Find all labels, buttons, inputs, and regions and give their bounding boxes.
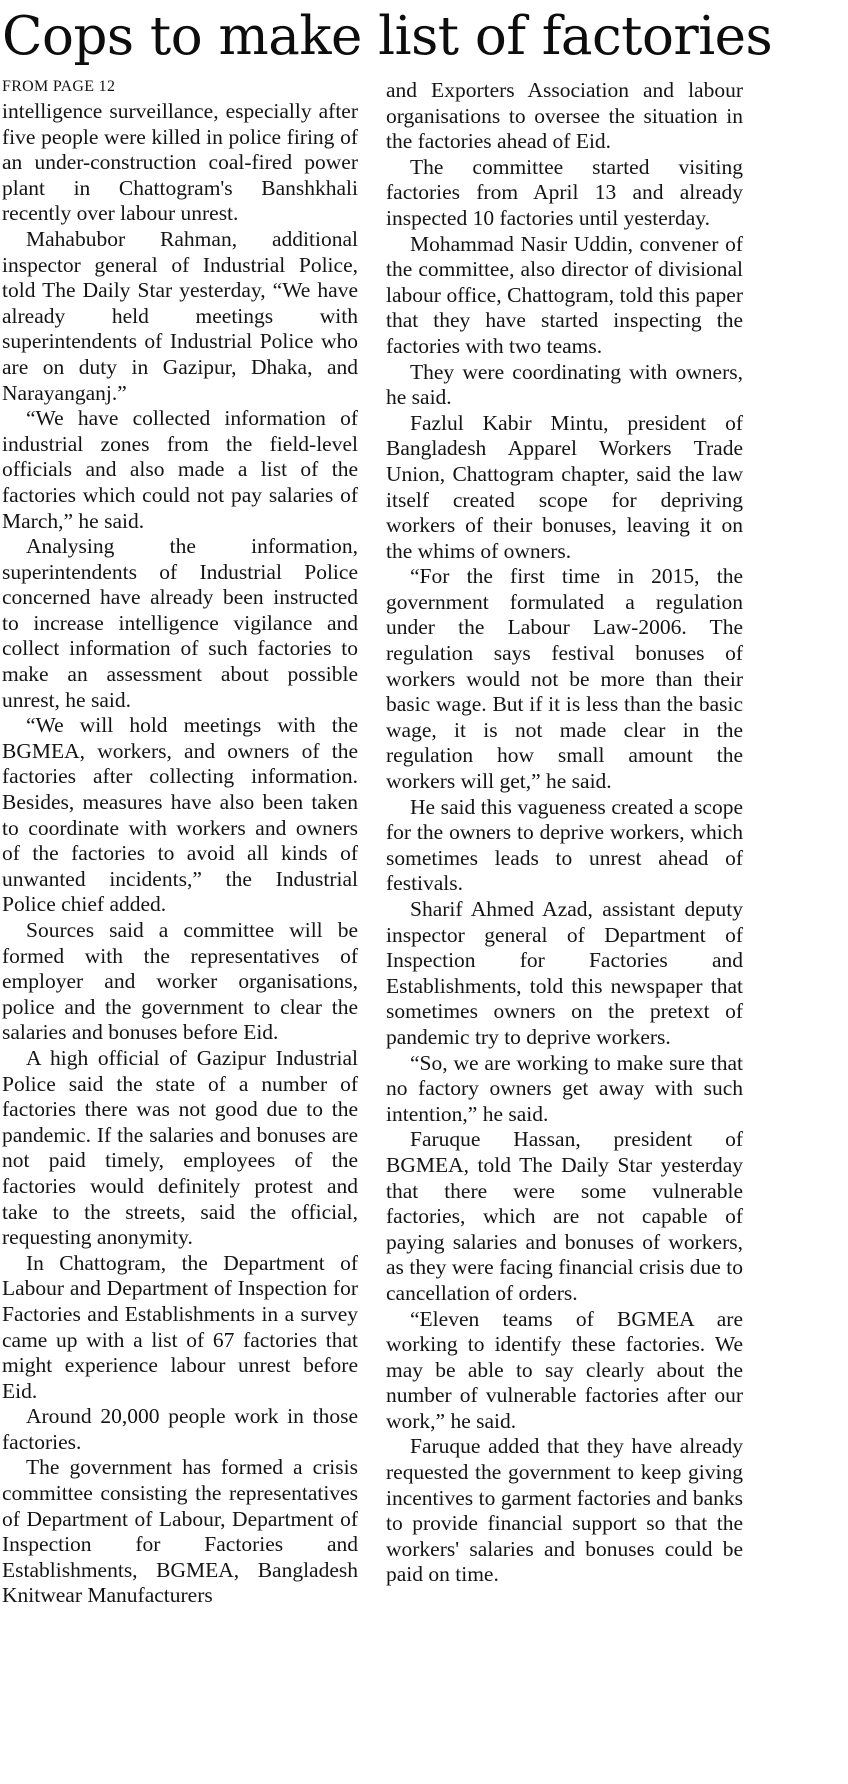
- paragraph: A high official of Gazipur Industrial Police said the state of a number of factories there was not good due to the pandemic. If the salaries and bonuses are not paid timely, employees of the factories would definitely protest and take to the streets, said the official, requesting anonymity.: [2, 1045, 358, 1250]
- paragraph: Fazlul Kabir Mintu, president of Bangladesh Apparel Workers Trade Union, Chattogram chapter, said the law itself created scope for depriving workers of their bonuses, leaving it on the whims of owners.: [386, 410, 743, 563]
- paragraph: Sources said a committee will be formed with the representatives of employer and worker organisations, police and the government to clear the salaries and bonuses before Eid.: [2, 918, 358, 1045]
- paragraph: Mohammad Nasir Uddin, convener of the committee, also director of divisional labour office, Chattogram, told this paper that they have started inspecting the factories with two teams.: [386, 231, 743, 358]
- paragraph: Analysing the information, superintendents of Industrial Police concerned have already been instructed to increase intelligence vigilance and collect information of such factories to make an assessment about possible unrest, he said.: [2, 534, 358, 712]
- paragraph: The government has formed a crisis committee consisting the representatives of Department of Labour, Department of Inspection for Factories and Establishments, BGMEA, Bangladesh Knitwear Manufacturers: [2, 1455, 358, 1608]
- paragraph: “For the first time in 2015, the government formulated a regulation under the Labour Law-2006. The regulation says festival bonuses of workers would not be more than their basic wage. But if it is less than the basic wage, it is not made clear in the regulation how small amount the workers will get,” he said.: [386, 564, 743, 794]
- paragraph: The committee started visiting factories from April 13 and already inspected 10 factories until yesterday.: [386, 154, 743, 230]
- paragraph: Faruque added that they have already requested the government to keep giving incentives to garment factories and banks to provide financial support so that the workers' salaries and bonuses could be paid on time.: [386, 1434, 743, 1587]
- paragraph: Mahabubor Rahman, additional inspector general of Industrial Police, told The Daily Star yesterday, “We have already held meetings with superintendents of Industrial Police who are on duty in Gazipur, Dhaka, and Narayanganj.”: [2, 226, 358, 405]
- paragraph: Around 20,000 people work in those factories.: [2, 1404, 358, 1454]
- paragraph: He said this vagueness created a scope for the owners to deprive workers, which sometimes leads to unrest ahead of festivals.: [386, 794, 743, 896]
- continued-from-label: FROM PAGE 12: [2, 78, 116, 95]
- paragraph: intelligence surveillance, especially after five people were killed in police firing of an under-construction coal-fired power plant in Chattogram's Banshkhali recently over labour unrest.: [2, 99, 358, 226]
- headline: Cops to make list of factories: [2, 6, 773, 67]
- paragraph: Sharif Ahmed Azad, assistant deputy inspector general of Department of Inspection for Factories and Establishments, told this newspaper that sometimes owners on the pretext of pandemic try to deprive workers.: [386, 897, 743, 1049]
- paragraph: and Exporters Association and labour organisations to oversee the situation in the factories ahead of Eid.: [386, 78, 743, 154]
- paragraph: Faruque Hassan, president of BGMEA, told The Daily Star yesterday that there were some vulnerable factories, which are not capable of paying salaries and bonuses of workers, as they were facing financial crisis due to cancellation of orders.: [386, 1127, 743, 1305]
- paragraph: In Chattogram, the Department of Labour and Department of Inspection for Factories and Establishments in a survey came up with a list of 67 factories that might experience labour unrest before Eid.: [2, 1250, 358, 1403]
- paragraph: “Eleven teams of BGMEA are working to identify these factories. We may be able to say clearly about the number of vulnerable factories after our work,” he said.: [386, 1306, 743, 1433]
- paragraph: “We have collected information of industrial zones from the field-level officials and also made a list of the factories which could not pay salaries of March,” he said.: [2, 406, 358, 533]
- paragraph: They were coordinating with owners, he said.: [386, 359, 743, 410]
- paragraph: “We will hold meetings with the BGMEA, workers, and owners of the factories after collecting information. Besides, measures have also been taken to coordinate with workers and owners of the factories to avoid all kinds of unwanted incidents,” the Industrial Police chief added.: [2, 713, 358, 917]
- left-column: [2, 78, 358, 1609]
- paragraph: “So, we are working to make sure that no factory owners get away with such intention,” he said.: [386, 1050, 743, 1126]
- right-column: [386, 78, 743, 1588]
